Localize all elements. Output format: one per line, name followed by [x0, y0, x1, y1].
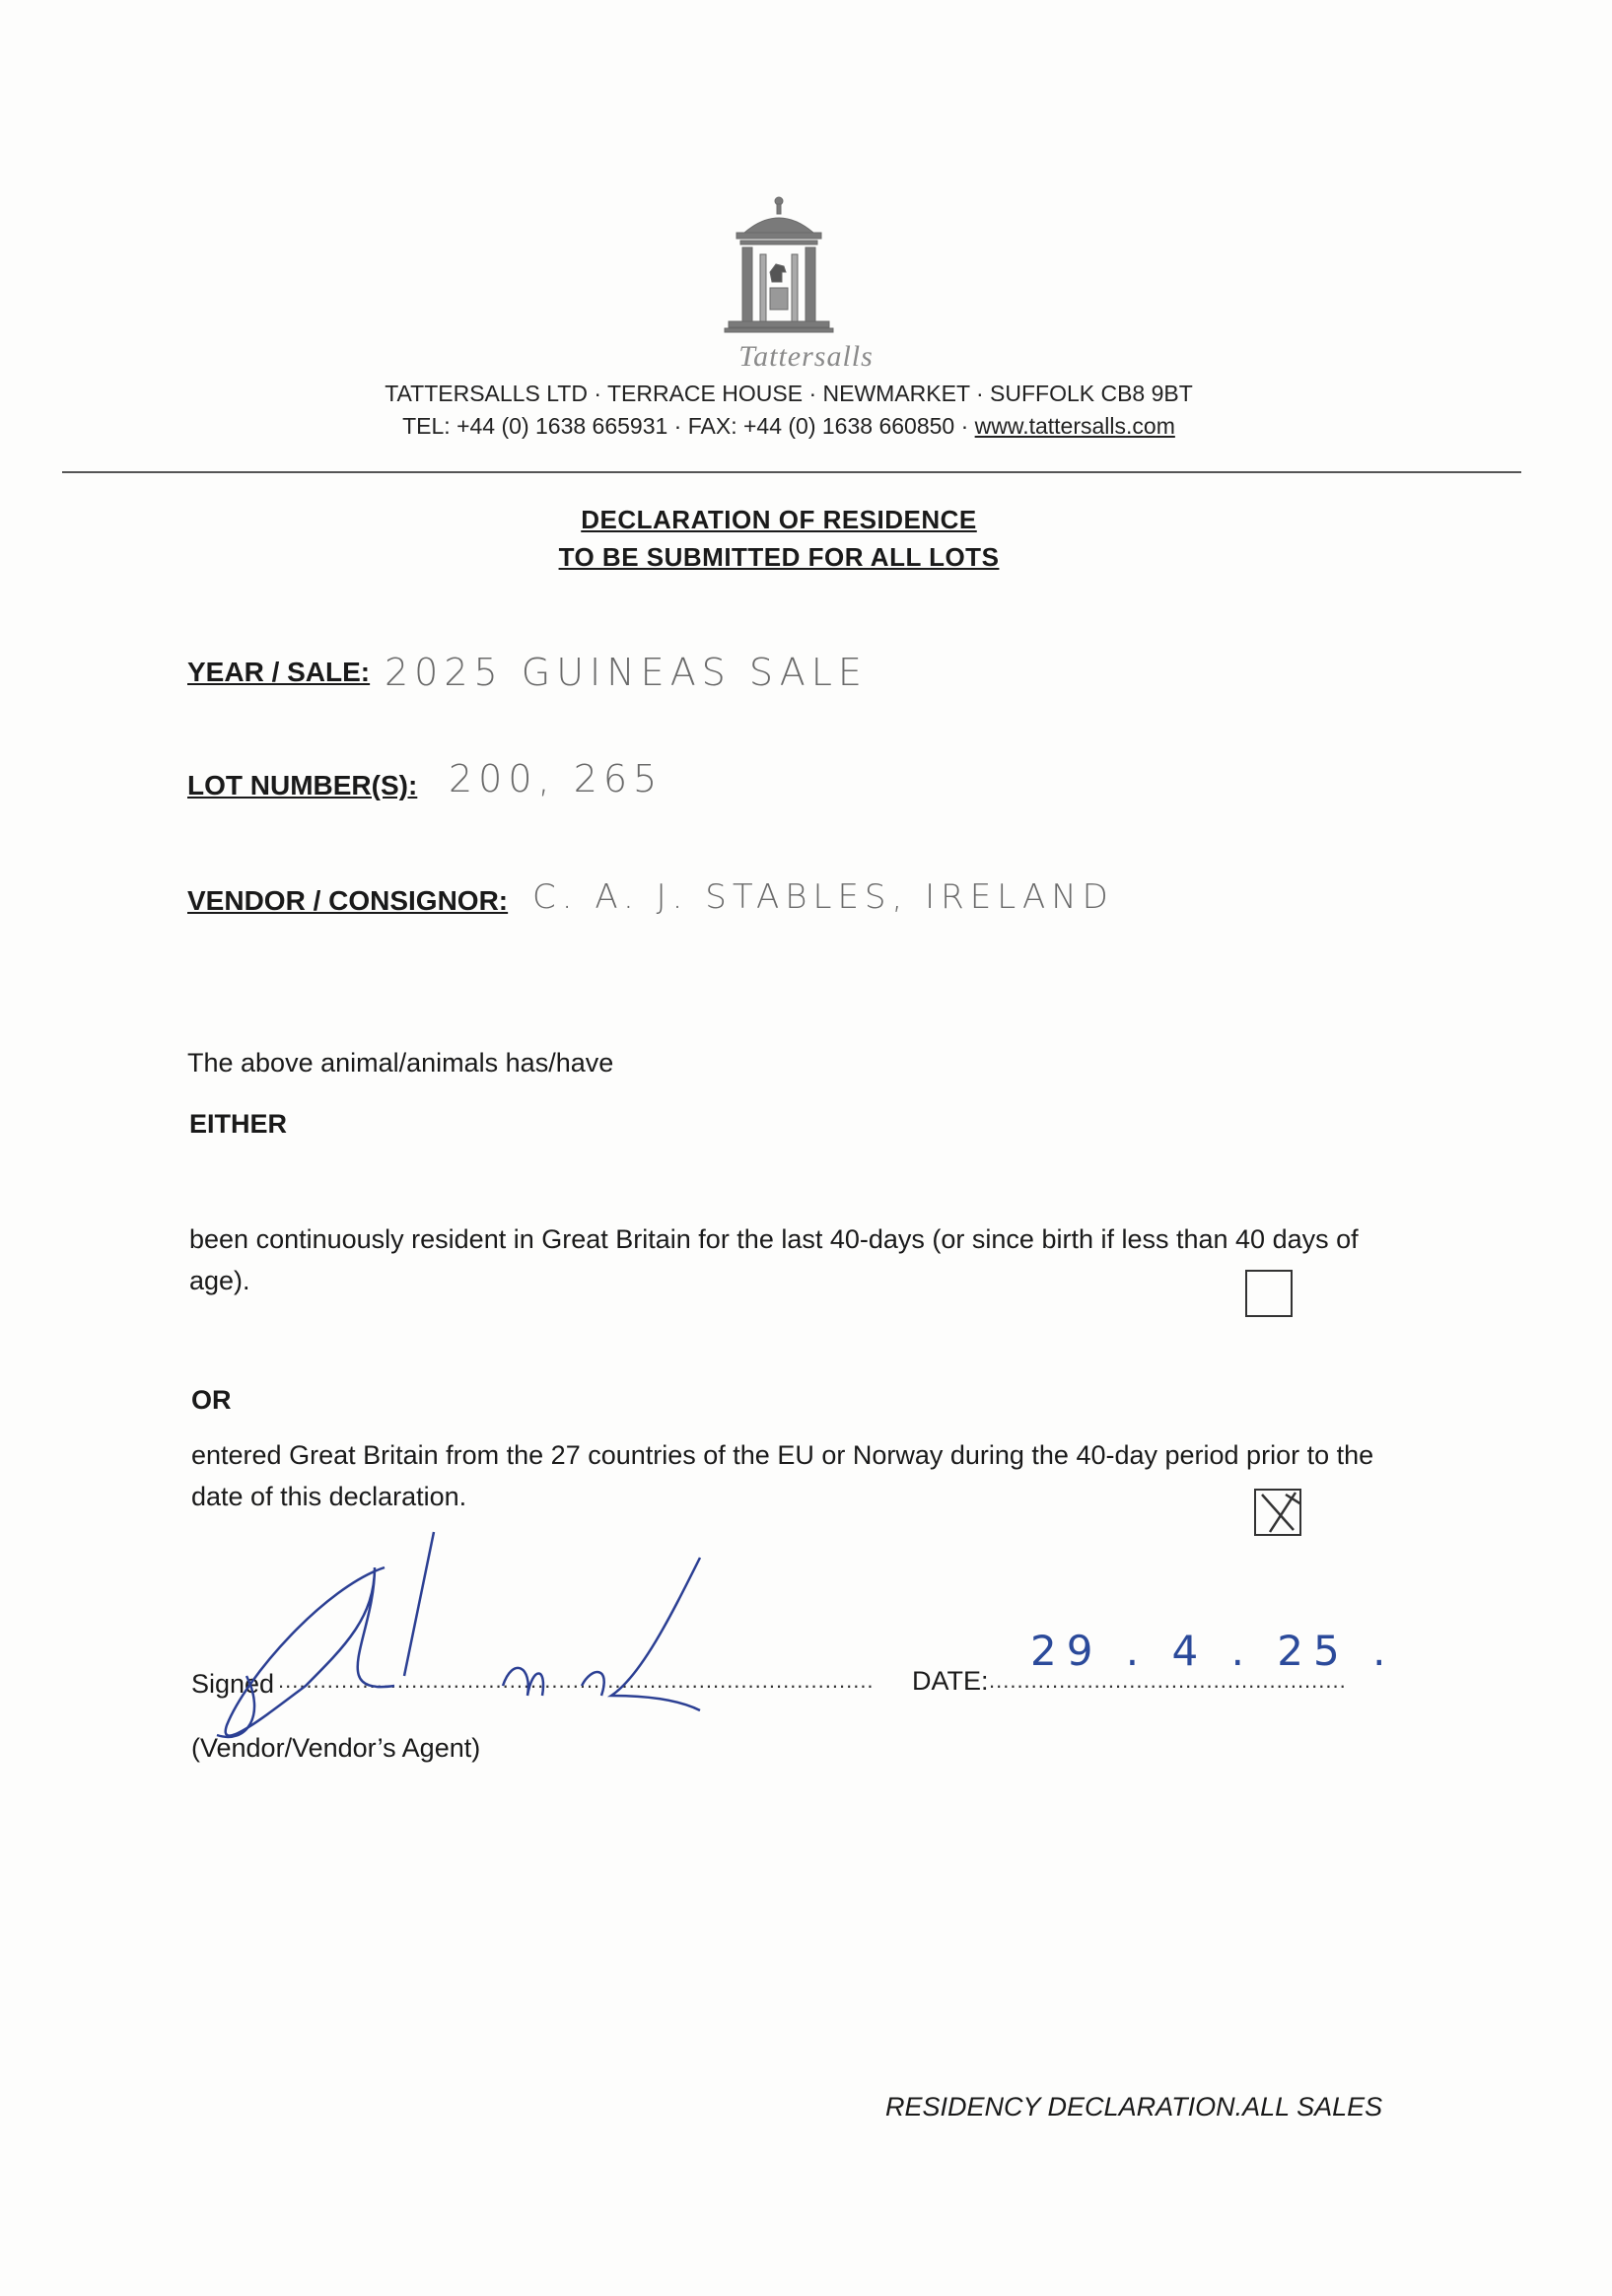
year-sale-value[interactable]: 2025 GUINEAS SALE [385, 651, 868, 694]
vendor-label: VENDOR / CONSIGNOR: [187, 885, 509, 916]
date-line: ................................................... [989, 1668, 1347, 1693]
brand-name: Tattersalls [738, 340, 874, 373]
company-address: TATTERSALLS LTD · TERRACE HOUSE · NEWMARKET · SUFFOLK CB8 9BT [385, 381, 1193, 406]
tattersalls-logo [715, 193, 843, 341]
date-value[interactable]: 29 . 4 . 25 . [1030, 1627, 1396, 1675]
declaration-intro: The above animal/animals has/have [187, 1048, 614, 1078]
contact-numbers: TEL: +44 (0) 1638 665931 · FAX: +44 (0) 1638 660850 · [402, 413, 975, 439]
or-heading: OR [191, 1385, 232, 1415]
form-subtitle: TO BE SUBMITTED FOR ALL LOTS [558, 542, 1000, 572]
signed-label: Signed [191, 1669, 275, 1699]
option1-checkbox[interactable] [1245, 1270, 1293, 1317]
year-sale-label: YEAR / SALE: [187, 657, 371, 687]
date-label: DATE: [912, 1666, 989, 1696]
header-divider [62, 471, 1521, 473]
signer-role: (Vendor/Vendor’s Agent) [191, 1733, 481, 1763]
either-heading: EITHER [189, 1109, 288, 1139]
footer-reference: RESIDENCY DECLARATION.ALL SALES [885, 2092, 1383, 2122]
form-title: DECLARATION OF RESIDENCE [581, 505, 977, 534]
option2-checkbox[interactable] [1254, 1489, 1301, 1536]
company-contact [0, 413, 1577, 440]
lot-number-value[interactable]: 200, 265 [449, 757, 664, 800]
website-link[interactable]: www.tattersalls.com [974, 413, 1175, 439]
option1-text: been continuously resident in Great Britain for the last 40-days (or since birth if less than 40 days of age). [189, 1224, 1359, 1295]
option2-text: entered Great Britain from the 27 countries of the EU or Norway during the 40-day period prior to the date of this declaration. [191, 1440, 1374, 1511]
signature-line: ..................................................................................... [278, 1668, 875, 1693]
lot-number-label: LOT NUMBER(S): [187, 770, 418, 800]
checkmark-icon [1256, 1491, 1299, 1534]
vendor-value[interactable]: C. A. J. STABLES, IRELAND [532, 877, 1114, 917]
